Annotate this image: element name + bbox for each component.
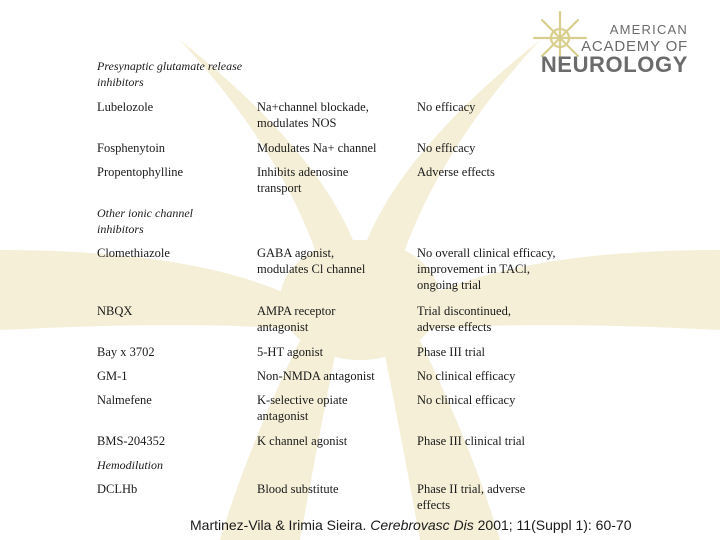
result-cell: No clinical efficacy [417,393,516,407]
result-cell: Trial discontinued, adverse effects [417,304,511,334]
logo-line-1: AMERICAN [609,22,688,37]
result-cell: No efficacy [417,100,476,114]
aan-logo [530,8,710,78]
agent-cell: Bay x 3702 [97,345,155,359]
agent-cell: GM-1 [97,369,128,383]
logo-line-2: ACADEMY OF [581,38,688,55]
logo-line-3: NEUROLOGY [540,52,688,77]
mechanism-cell: K channel agonist [257,434,348,448]
section-title: Hemodilution [97,458,163,472]
result-cell: No clinical efficacy [417,369,516,383]
agent-cell: Nalmefene [97,393,152,407]
mechanism-cell: K-selective opiate antagonist [257,393,348,423]
mechanism-cell: Blood substitute [257,482,339,496]
citation [190,517,631,533]
agent-cell: Fosphenytoin [97,141,166,155]
result-cell: Phase III clinical trial [417,434,525,448]
result-cell: Phase III trial [417,345,486,359]
result-cell: Phase II trial, adverse effects [417,482,526,512]
agent-cell: DCLHb [97,482,138,496]
agent-cell: Clomethiazole [97,246,170,260]
result-cell: Adverse effects [417,165,495,179]
mechanism-cell: Inhibits adenosine transport [257,165,349,195]
agent-cell: NBQX [97,304,133,318]
result-cell: No efficacy [417,141,476,155]
section-title: Presynaptic glutamate release inhibitors [97,59,243,89]
citation-details: 2001; 11(Suppl 1): 60-70 [477,517,632,533]
agent-cell: Lubelozole [97,100,154,114]
section-title: Other ionic channel inhibitors [97,206,193,236]
mechanism-cell: Non-NMDA antagonist [257,369,375,383]
mechanism-cell: Modulates Na+ channel [257,141,377,155]
citation-authors: Martinez-Vila & Irimia Sieira. [190,517,367,533]
mechanism-cell: 5-HT agonist [257,345,324,359]
mechanism-cell: GABA agonist, modulates Cl channel [257,246,366,276]
citation-journal: Cerebrovasc Dis [370,517,474,533]
result-cell: No overall clinical efficacy, improvement in TACl, ongoing trial [417,246,556,292]
mechanism-cell: AMPA receptor antagonist [257,304,336,334]
mechanism-cell: Na+channel blockade, modulates NOS [257,100,369,130]
agent-cell: BMS-204352 [97,434,166,448]
agent-cell: Propentophylline [97,165,184,179]
